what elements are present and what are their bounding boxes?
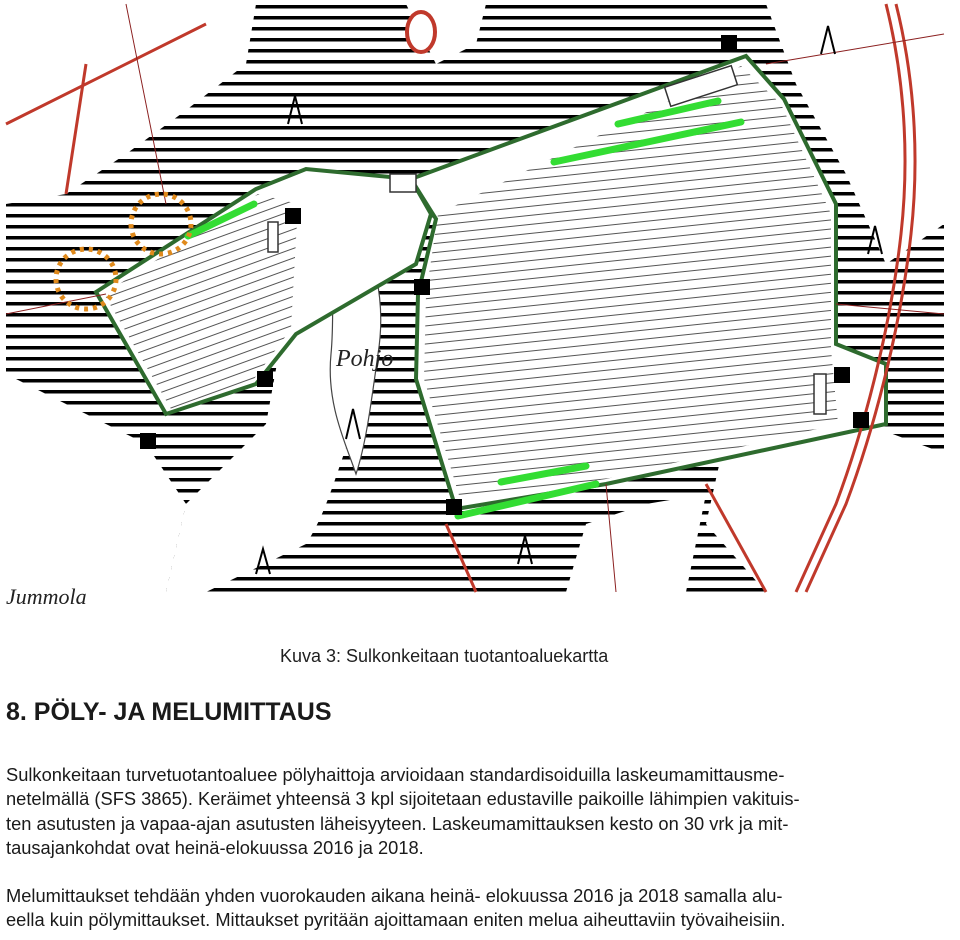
text-line: ten asutusten ja vapaa-ajan asutusten läheisyyteen. Laskeumamittauksen kesto on 30 vrk ja mit- (6, 812, 789, 834)
paragraph-noise-measurement (6, 884, 954, 933)
production-area-map (6, 4, 944, 609)
text-line: netelmällä (SFS 3865). Keräimet yhteensä 3 kpl sijoitetaan edustaville paikoille lähimpien vakituis- (6, 788, 800, 810)
figure-caption: Kuva 3: Sulkonkeitaan tuotantoaluekartta (280, 646, 609, 666)
pond (407, 12, 435, 52)
text-line: tausajankohdat ovat heinä-elokuussa 2016 ja 2018. (6, 836, 424, 858)
place-name-label: Pohjo (336, 346, 394, 372)
text-line: Sulkonkeitaan turvetuotantoaluee pölyhaittoja arvioidaan standardisoiduilla laskeumamittausme- (6, 764, 785, 785)
section-heading: 8. PÖLY- JA MELUMITTAUS (6, 698, 332, 726)
text-line: Melumittaukset tehdään yhden vuorokauden aikana heinä- elokuussa 2016 ja 2018 samalla alu- (6, 885, 783, 906)
text-line: eella kuin pölymittaukset. Mittaukset pyritään ajoittamaan eniten melua aiheuttaviin työvaiheisiin. (6, 909, 786, 931)
village-label: Jummola (6, 584, 87, 609)
paragraph-dust-measurement (6, 763, 954, 860)
